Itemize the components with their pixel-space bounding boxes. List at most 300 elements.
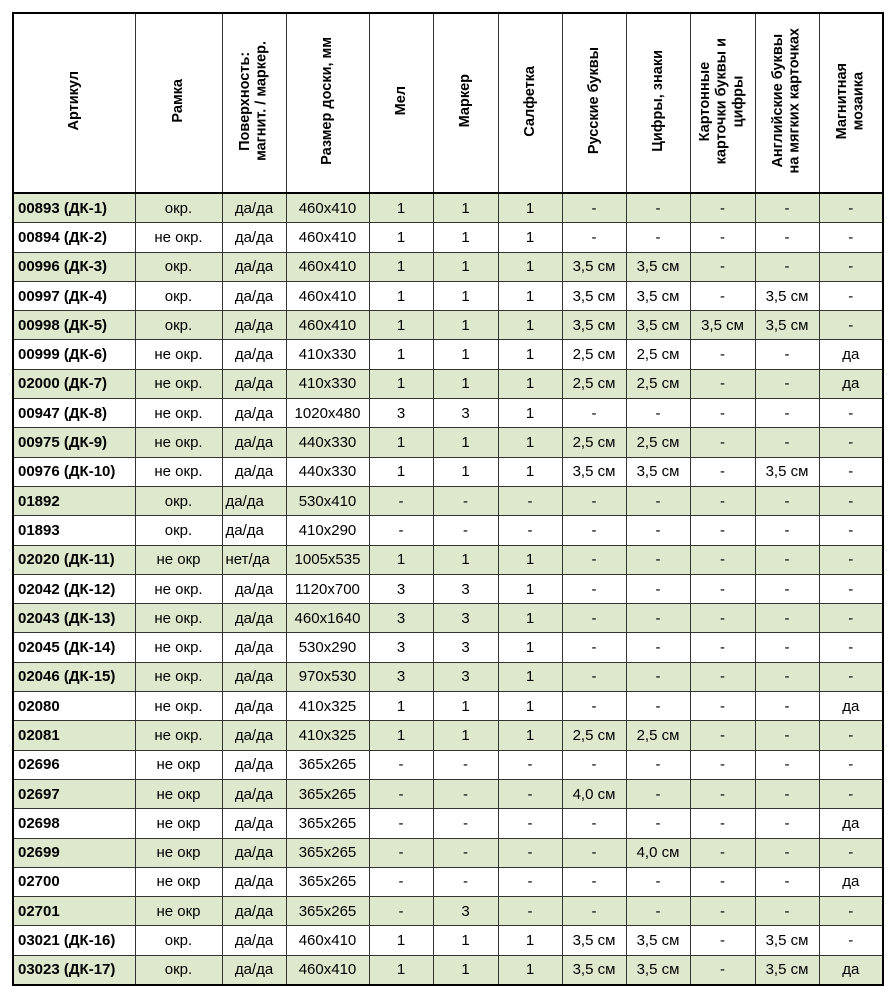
- cell-napkin: -: [498, 779, 562, 808]
- cell-board-size: 1020x480: [286, 399, 369, 428]
- header-napkin: Салфетка: [498, 13, 562, 193]
- cell-russian-letters: 2,5 см: [562, 369, 626, 398]
- cell-frame: не окр.: [135, 662, 222, 691]
- cell-board-size: 460x1640: [286, 604, 369, 633]
- header-cardboard-cards: Картонные карточки буквы и цифры: [690, 13, 755, 193]
- cell-frame: не окр.: [135, 692, 222, 721]
- cell-napkin: -: [498, 897, 562, 926]
- cell-english-letters: -: [755, 340, 819, 369]
- cell-russian-letters: 3,5 см: [562, 281, 626, 310]
- cell-frame: не окр.: [135, 223, 222, 252]
- header-frame: Рамка: [135, 13, 222, 193]
- cell-board-size: 410x325: [286, 692, 369, 721]
- cell-marker: 1: [433, 545, 498, 574]
- cell-digits-signs: 3,5 см: [626, 955, 690, 985]
- cell-russian-letters: 3,5 см: [562, 311, 626, 340]
- cell-chalk: 3: [369, 399, 433, 428]
- cell-frame: не окр: [135, 545, 222, 574]
- cell-russian-letters: -: [562, 662, 626, 691]
- cell-board-size: 365x265: [286, 750, 369, 779]
- cell-magnetic-mosaic: -: [819, 193, 883, 223]
- cell-frame: не окр: [135, 867, 222, 896]
- cell-chalk: 3: [369, 574, 433, 603]
- cell-article: 02698: [13, 809, 135, 838]
- cell-cardboard-cards: -: [690, 428, 755, 457]
- cell-marker: 1: [433, 340, 498, 369]
- cell-article: 00894 (ДК-2): [13, 223, 135, 252]
- cell-napkin: 1: [498, 955, 562, 985]
- cell-napkin: 1: [498, 926, 562, 955]
- cell-chalk: 3: [369, 633, 433, 662]
- cell-frame: не окр.: [135, 399, 222, 428]
- cell-english-letters: -: [755, 721, 819, 750]
- cell-board-size: 365x265: [286, 867, 369, 896]
- cell-surface: да/да: [222, 662, 286, 691]
- cell-board-size: 365x265: [286, 838, 369, 867]
- cell-digits-signs: -: [626, 574, 690, 603]
- cell-magnetic-mosaic: да: [819, 809, 883, 838]
- cell-digits-signs: -: [626, 809, 690, 838]
- cell-russian-letters: -: [562, 486, 626, 515]
- cell-napkin: 1: [498, 369, 562, 398]
- cell-surface: да/да: [222, 955, 286, 985]
- cell-chalk: -: [369, 750, 433, 779]
- cell-chalk: 3: [369, 604, 433, 633]
- cell-english-letters: -: [755, 897, 819, 926]
- cell-cardboard-cards: -: [690, 750, 755, 779]
- cell-digits-signs: 3,5 см: [626, 926, 690, 955]
- cell-board-size: 460x410: [286, 223, 369, 252]
- cell-marker: 3: [433, 574, 498, 603]
- cell-russian-letters: 3,5 см: [562, 457, 626, 486]
- cell-article: 00893 (ДК-1): [13, 193, 135, 223]
- cell-board-size: 365x265: [286, 779, 369, 808]
- cell-russian-letters: -: [562, 838, 626, 867]
- table-row: [13, 926, 883, 955]
- cell-chalk: 1: [369, 545, 433, 574]
- header-english-letters: Английские буквы на мягких карточках: [755, 13, 819, 193]
- cell-english-letters: -: [755, 662, 819, 691]
- cell-english-letters: -: [755, 516, 819, 545]
- cell-cardboard-cards: -: [690, 223, 755, 252]
- cell-napkin: 1: [498, 428, 562, 457]
- cell-cardboard-cards: -: [690, 516, 755, 545]
- product-table: [12, 12, 884, 986]
- cell-russian-letters: -: [562, 897, 626, 926]
- cell-marker: 1: [433, 193, 498, 223]
- cell-napkin: 1: [498, 311, 562, 340]
- cell-digits-signs: 3,5 см: [626, 457, 690, 486]
- cell-article: 00975 (ДК-9): [13, 428, 135, 457]
- cell-chalk: -: [369, 867, 433, 896]
- table-row: [13, 721, 883, 750]
- cell-english-letters: -: [755, 193, 819, 223]
- cell-board-size: 1005x535: [286, 545, 369, 574]
- cell-english-letters: -: [755, 545, 819, 574]
- cell-article: 00998 (ДК-5): [13, 311, 135, 340]
- cell-chalk: -: [369, 779, 433, 808]
- cell-chalk: 1: [369, 926, 433, 955]
- table-row: [13, 486, 883, 515]
- cell-board-size: 460x410: [286, 926, 369, 955]
- cell-surface: да/да: [222, 311, 286, 340]
- cell-napkin: 1: [498, 633, 562, 662]
- cell-surface: да/да: [222, 809, 286, 838]
- cell-surface: да/да: [222, 340, 286, 369]
- cell-cardboard-cards: -: [690, 897, 755, 926]
- cell-digits-signs: -: [626, 516, 690, 545]
- cell-surface: да/да: [222, 692, 286, 721]
- header-magnetic-mosaic: Магнитная мозаика: [819, 13, 883, 193]
- cell-english-letters: -: [755, 809, 819, 838]
- cell-chalk: -: [369, 809, 433, 838]
- cell-magnetic-mosaic: -: [819, 750, 883, 779]
- cell-magnetic-mosaic: -: [819, 252, 883, 281]
- cell-article: 02043 (ДК-13): [13, 604, 135, 633]
- table-row: [13, 604, 883, 633]
- cell-magnetic-mosaic: -: [819, 574, 883, 603]
- cell-surface: да/да: [222, 926, 286, 955]
- cell-board-size: 410x325: [286, 721, 369, 750]
- cell-board-size: 1120x700: [286, 574, 369, 603]
- cell-magnetic-mosaic: да: [819, 369, 883, 398]
- cell-magnetic-mosaic: да: [819, 955, 883, 985]
- cell-article: 02697: [13, 779, 135, 808]
- cell-english-letters: -: [755, 486, 819, 515]
- cell-digits-signs: 2,5 см: [626, 340, 690, 369]
- cell-marker: -: [433, 779, 498, 808]
- cell-russian-letters: -: [562, 399, 626, 428]
- cell-cardboard-cards: -: [690, 867, 755, 896]
- cell-cardboard-cards: -: [690, 779, 755, 808]
- cell-surface: да/да: [222, 750, 286, 779]
- cell-board-size: 365x265: [286, 897, 369, 926]
- cell-surface: да/да: [222, 193, 286, 223]
- cell-english-letters: 3,5 см: [755, 281, 819, 310]
- header-marker: Маркер: [433, 13, 498, 193]
- cell-frame: окр.: [135, 926, 222, 955]
- cell-chalk: 1: [369, 692, 433, 721]
- cell-surface: да/да: [222, 838, 286, 867]
- cell-chalk: 3: [369, 662, 433, 691]
- cell-frame: не окр: [135, 897, 222, 926]
- cell-chalk: 1: [369, 340, 433, 369]
- cell-english-letters: -: [755, 252, 819, 281]
- cell-article: 02700: [13, 867, 135, 896]
- table-row: [13, 750, 883, 779]
- cell-article: 02696: [13, 750, 135, 779]
- cell-board-size: 460x410: [286, 193, 369, 223]
- cell-marker: -: [433, 750, 498, 779]
- cell-chalk: -: [369, 516, 433, 545]
- table-row: [13, 838, 883, 867]
- cell-board-size: 530x290: [286, 633, 369, 662]
- cell-marker: 1: [433, 721, 498, 750]
- cell-surface: да/да: [222, 281, 286, 310]
- cell-cardboard-cards: -: [690, 955, 755, 985]
- cell-cardboard-cards: -: [690, 369, 755, 398]
- cell-surface: да/да: [222, 516, 286, 545]
- cell-frame: не окр.: [135, 457, 222, 486]
- cell-russian-letters: -: [562, 867, 626, 896]
- cell-cardboard-cards: -: [690, 721, 755, 750]
- cell-russian-letters: 3,5 см: [562, 955, 626, 985]
- cell-marker: -: [433, 516, 498, 545]
- table-row: [13, 457, 883, 486]
- cell-marker: -: [433, 809, 498, 838]
- cell-cardboard-cards: -: [690, 457, 755, 486]
- cell-russian-letters: -: [562, 545, 626, 574]
- cell-cardboard-cards: -: [690, 604, 755, 633]
- cell-marker: -: [433, 867, 498, 896]
- cell-napkin: 1: [498, 399, 562, 428]
- header-article: Артикул: [13, 13, 135, 193]
- cell-article: 01892: [13, 486, 135, 515]
- cell-digits-signs: -: [626, 193, 690, 223]
- cell-digits-signs: -: [626, 545, 690, 574]
- cell-russian-letters: 2,5 см: [562, 721, 626, 750]
- cell-napkin: -: [498, 516, 562, 545]
- cell-surface: да/да: [222, 399, 286, 428]
- cell-frame: не окр.: [135, 428, 222, 457]
- cell-board-size: 410x290: [286, 516, 369, 545]
- cell-english-letters: -: [755, 867, 819, 896]
- cell-surface: да/да: [222, 369, 286, 398]
- cell-english-letters: -: [755, 604, 819, 633]
- table-row: [13, 399, 883, 428]
- cell-napkin: 1: [498, 604, 562, 633]
- cell-magnetic-mosaic: -: [819, 281, 883, 310]
- cell-article: 00997 (ДК-4): [13, 281, 135, 310]
- cell-napkin: 1: [498, 721, 562, 750]
- cell-cardboard-cards: -: [690, 193, 755, 223]
- table-row: [13, 252, 883, 281]
- cell-russian-letters: -: [562, 750, 626, 779]
- cell-surface: да/да: [222, 897, 286, 926]
- cell-marker: 3: [433, 633, 498, 662]
- table-row: [13, 809, 883, 838]
- table-row: [13, 692, 883, 721]
- cell-marker: 1: [433, 223, 498, 252]
- table-row: [13, 311, 883, 340]
- cell-marker: 1: [433, 457, 498, 486]
- cell-english-letters: -: [755, 692, 819, 721]
- cell-napkin: 1: [498, 281, 562, 310]
- cell-frame: не окр: [135, 809, 222, 838]
- cell-digits-signs: 4,0 см: [626, 838, 690, 867]
- cell-english-letters: -: [755, 633, 819, 662]
- cell-surface: да/да: [222, 457, 286, 486]
- cell-marker: 1: [433, 926, 498, 955]
- cell-frame: не окр: [135, 750, 222, 779]
- cell-surface: да/да: [222, 721, 286, 750]
- cell-marker: 1: [433, 311, 498, 340]
- cell-napkin: 1: [498, 574, 562, 603]
- cell-chalk: 1: [369, 281, 433, 310]
- cell-magnetic-mosaic: -: [819, 721, 883, 750]
- cell-russian-letters: -: [562, 223, 626, 252]
- cell-article: 02042 (ДК-12): [13, 574, 135, 603]
- cell-chalk: -: [369, 486, 433, 515]
- cell-chalk: 1: [369, 428, 433, 457]
- cell-surface: нет/да: [222, 545, 286, 574]
- cell-napkin: -: [498, 838, 562, 867]
- cell-magnetic-mosaic: -: [819, 838, 883, 867]
- cell-magnetic-mosaic: -: [819, 223, 883, 252]
- cell-surface: да/да: [222, 633, 286, 662]
- cell-article: 02081: [13, 721, 135, 750]
- cell-cardboard-cards: -: [690, 692, 755, 721]
- cell-surface: да/да: [222, 867, 286, 896]
- cell-chalk: 1: [369, 223, 433, 252]
- cell-frame: окр.: [135, 516, 222, 545]
- cell-napkin: 1: [498, 692, 562, 721]
- cell-cardboard-cards: -: [690, 281, 755, 310]
- cell-magnetic-mosaic: -: [819, 516, 883, 545]
- cell-digits-signs: -: [626, 633, 690, 662]
- cell-frame: окр.: [135, 193, 222, 223]
- cell-magnetic-mosaic: -: [819, 897, 883, 926]
- cell-frame: окр.: [135, 955, 222, 985]
- cell-napkin: 1: [498, 252, 562, 281]
- cell-english-letters: -: [755, 574, 819, 603]
- table-row: [13, 662, 883, 691]
- table-row: [13, 516, 883, 545]
- cell-article: 03023 (ДК-17): [13, 955, 135, 985]
- cell-napkin: -: [498, 867, 562, 896]
- header-row: [13, 13, 883, 193]
- cell-magnetic-mosaic: -: [819, 311, 883, 340]
- cell-russian-letters: -: [562, 809, 626, 838]
- table-row: [13, 428, 883, 457]
- cell-cardboard-cards: -: [690, 340, 755, 369]
- cell-russian-letters: -: [562, 193, 626, 223]
- cell-board-size: 460x410: [286, 252, 369, 281]
- cell-frame: окр.: [135, 281, 222, 310]
- cell-cardboard-cards: -: [690, 574, 755, 603]
- cell-board-size: 410x330: [286, 340, 369, 369]
- cell-digits-signs: 3,5 см: [626, 281, 690, 310]
- cell-frame: не окр: [135, 838, 222, 867]
- cell-article: 02020 (ДК-11): [13, 545, 135, 574]
- cell-napkin: 1: [498, 340, 562, 369]
- cell-napkin: 1: [498, 662, 562, 691]
- cell-frame: не окр.: [135, 721, 222, 750]
- cell-frame: окр.: [135, 486, 222, 515]
- header-surface: Поверхность: магнит. / маркер.: [222, 13, 286, 193]
- cell-surface: да/да: [222, 486, 286, 515]
- cell-digits-signs: 2,5 см: [626, 369, 690, 398]
- cell-board-size: 440x330: [286, 428, 369, 457]
- table-row: [13, 867, 883, 896]
- cell-article: 00996 (ДК-3): [13, 252, 135, 281]
- cell-russian-letters: -: [562, 692, 626, 721]
- cell-chalk: 1: [369, 955, 433, 985]
- cell-english-letters: -: [755, 369, 819, 398]
- cell-digits-signs: -: [626, 486, 690, 515]
- cell-english-letters: 3,5 см: [755, 955, 819, 985]
- cell-english-letters: -: [755, 399, 819, 428]
- cell-surface: да/да: [222, 223, 286, 252]
- cell-cardboard-cards: -: [690, 545, 755, 574]
- table-body: [13, 193, 883, 985]
- cell-napkin: 1: [498, 457, 562, 486]
- cell-frame: не окр.: [135, 604, 222, 633]
- cell-surface: да/да: [222, 428, 286, 457]
- cell-marker: -: [433, 838, 498, 867]
- cell-russian-letters: -: [562, 633, 626, 662]
- cell-digits-signs: -: [626, 662, 690, 691]
- cell-english-letters: 3,5 см: [755, 311, 819, 340]
- cell-frame: окр.: [135, 252, 222, 281]
- cell-magnetic-mosaic: -: [819, 486, 883, 515]
- cell-magnetic-mosaic: -: [819, 633, 883, 662]
- header-russian-letters: Русские буквы: [562, 13, 626, 193]
- cell-marker: 1: [433, 428, 498, 457]
- cell-magnetic-mosaic: -: [819, 428, 883, 457]
- cell-board-size: 460x410: [286, 955, 369, 985]
- cell-digits-signs: -: [626, 779, 690, 808]
- cell-magnetic-mosaic: -: [819, 604, 883, 633]
- cell-russian-letters: 2,5 см: [562, 340, 626, 369]
- cell-russian-letters: -: [562, 516, 626, 545]
- cell-magnetic-mosaic: -: [819, 662, 883, 691]
- cell-board-size: 440x330: [286, 457, 369, 486]
- cell-cardboard-cards: -: [690, 399, 755, 428]
- cell-russian-letters: 2,5 см: [562, 428, 626, 457]
- cell-digits-signs: -: [626, 867, 690, 896]
- cell-russian-letters: 3,5 см: [562, 926, 626, 955]
- cell-chalk: -: [369, 838, 433, 867]
- table-row: [13, 340, 883, 369]
- table-row: [13, 897, 883, 926]
- table-row: [13, 281, 883, 310]
- cell-napkin: 1: [498, 223, 562, 252]
- cell-chalk: 1: [369, 193, 433, 223]
- cell-napkin: -: [498, 809, 562, 838]
- cell-cardboard-cards: -: [690, 662, 755, 691]
- cell-napkin: -: [498, 750, 562, 779]
- cell-magnetic-mosaic: да: [819, 340, 883, 369]
- cell-chalk: 1: [369, 311, 433, 340]
- table-row: [13, 779, 883, 808]
- cell-digits-signs: 2,5 см: [626, 428, 690, 457]
- cell-frame: окр.: [135, 311, 222, 340]
- cell-magnetic-mosaic: да: [819, 692, 883, 721]
- cell-magnetic-mosaic: да: [819, 867, 883, 896]
- cell-marker: -: [433, 486, 498, 515]
- cell-napkin: 1: [498, 545, 562, 574]
- cell-article: 00947 (ДК-8): [13, 399, 135, 428]
- cell-magnetic-mosaic: -: [819, 545, 883, 574]
- table-row: [13, 545, 883, 574]
- cell-frame: не окр.: [135, 340, 222, 369]
- table-row: [13, 193, 883, 223]
- cell-frame: не окр: [135, 779, 222, 808]
- cell-chalk: 1: [369, 252, 433, 281]
- cell-marker: 1: [433, 281, 498, 310]
- cell-marker: 1: [433, 692, 498, 721]
- cell-article: 02701: [13, 897, 135, 926]
- cell-board-size: 460x410: [286, 311, 369, 340]
- cell-cardboard-cards: -: [690, 633, 755, 662]
- cell-chalk: 1: [369, 457, 433, 486]
- cell-english-letters: -: [755, 428, 819, 457]
- cell-cardboard-cards: 3,5 см: [690, 311, 755, 340]
- cell-marker: 1: [433, 955, 498, 985]
- cell-cardboard-cards: -: [690, 252, 755, 281]
- cell-article: 02045 (ДК-14): [13, 633, 135, 662]
